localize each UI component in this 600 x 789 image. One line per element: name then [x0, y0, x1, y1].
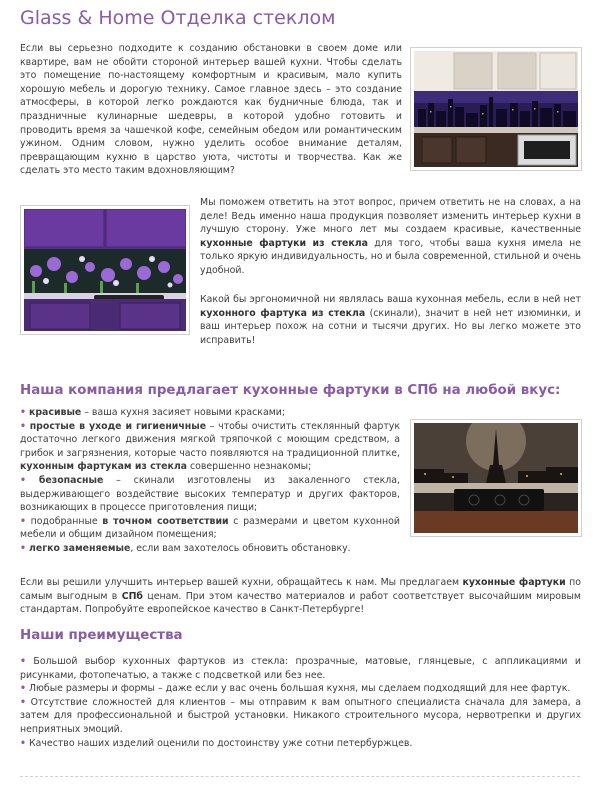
offer-item-easy-care — [20, 420, 400, 474]
advantage-item — [20, 737, 581, 751]
bullet-icon: • — [20, 737, 26, 749]
decide-text-2: по самым выгодным в — [20, 577, 581, 602]
advantage-item — [20, 696, 581, 737]
offer-item-safe — [20, 474, 400, 515]
page-title: Glass & Home Отделка стеклом — [20, 7, 336, 29]
offer-item-text: – ваша кухня засияет новыми красками; — [81, 407, 286, 418]
offer-item-bold: кухонным фартукам из стекла — [20, 461, 188, 473]
ergonomic-text-2: (скинали), значит в ней нет изюминки, и ваш интерьер похож на сотни и тысячи других. Но вы легко можете это исправить! — [200, 307, 581, 346]
help-bold-kitchen-aprons: кухонные фартуки из стекла — [200, 237, 368, 249]
decide-bold-aprons: кухонные фартуки — [462, 577, 566, 588]
offer-item-bold: простые в уходе и гигиеничные — [29, 420, 207, 432]
advantage-item-text: Качество наших изделий оценили по достоинству уже сотни петербуржцев. — [28, 737, 413, 749]
intro-paragraph: Если вы серьезно подходите к созданию обстановки в своем доме или квартире, вам не обойти стороной интерьер вашей кухни. Чтобы сделать это помещение по-настоящему комфортным и красивым, мало купить хорошую мебель и дорогую технику. Самое главное здесь – это создание атмосферы, в которой легко рождаются как будничные блюда, так и праздничные кулинарные шедевры, в которой удобно готовить и проводить время за чашечкой кофе, семейным обедом или романтическим ужином. Одним словом, нужно уделить особое внимание деталям, превращающим кухню в царство уюта, чистоты и творчества. Как же сделать это место таким вдохновляющим? — [20, 43, 402, 177]
decide-paragraph — [20, 576, 581, 617]
ergonomic-text-1: Какой бы эргономичной ни являлась ваша кухонная мебель, если в ней нет — [200, 294, 581, 305]
offer-item-matched — [20, 515, 400, 542]
decide-bold-spb: СПб — [121, 590, 143, 602]
advantage-item — [20, 655, 581, 682]
ergonomic-bold: кухонного фартука из стекла — [200, 307, 366, 319]
decide-text-3: ценам. При этом качество материалов и работ соответствует высочайшим мировым стандартам. Попробуйте европейское качество в Санкт-Петербурге! — [20, 590, 581, 616]
offer-item-bold: в точном соответствии — [102, 515, 229, 527]
offer-item-replaceable — [20, 542, 400, 556]
kitchen-city-image — [410, 47, 582, 171]
offer-item-text: – чтобы очистить стеклянный фартук достаточно легкого движения мягкой тряпочкой с моющим средством, а грибок и загрязнения, которые часто появляются на традиционной плитке, — [20, 420, 401, 459]
advantage-item-text: Отсутствие сложностей для клиентов – мы отправим к вам опытного специалиста сначала для замера, а затем для профессиональной и быстрой установки. Никакого строительного мусора, нервотрепки и других неприятных эмоций. — [20, 696, 581, 735]
advantages-list — [20, 655, 581, 750]
offer-heading: Наша компания предлагает кухонные фартуки в СПб на любой вкус: — [20, 383, 561, 398]
help-text-1: Мы поможем ответить на этот вопрос, причем ответить не на словах, а на деле! Ведь именно наша продукция позволяет изменить интерьер кухни в лучшую сторону. Уже много лет мы создаем красивые, качественные — [200, 197, 581, 236]
bullet-icon: • — [20, 474, 26, 486]
offer-item-bold: легко заменяемые — [28, 542, 131, 554]
offer-item-beautiful — [20, 406, 400, 420]
help-paragraph — [200, 196, 581, 278]
bottom-divider — [20, 776, 580, 777]
bullet-icon: • — [20, 515, 26, 527]
offer-item-bold: красивые — [28, 407, 82, 418]
bullet-icon: • — [20, 696, 26, 708]
offer-item-text: подобранные — [30, 515, 103, 527]
offer-list — [20, 406, 400, 556]
offer-item-text: с размерами и цветом кухонной мебели и общим дизайном помещения; — [20, 515, 401, 541]
paris-night-image — [410, 419, 582, 537]
advantage-item — [20, 682, 581, 696]
offer-item-bold: безопасные — [38, 474, 104, 486]
bullet-icon: • — [20, 656, 26, 667]
offer-item-text: совершенно незнакомы; — [187, 461, 312, 473]
bullet-icon: • — [20, 420, 26, 432]
bullet-icon: • — [20, 542, 26, 554]
ergonomic-paragraph — [200, 293, 581, 347]
purple-flowers-image — [20, 205, 190, 335]
offer-item-text: , если вам захотелось обновить обстановку. — [130, 542, 351, 554]
bullet-icon: • — [20, 683, 26, 695]
help-text-2: для того, чтобы ваша кухня имела не только яркую индивидуальность, но и была современной, стильной и очень удобной. — [200, 237, 582, 276]
decide-text-1: Если вы решили улучшить интерьер вашей кухни, обращайтесь к нам. Мы предлагаем — [20, 577, 463, 588]
advantages-heading: Наши преимущества — [20, 628, 183, 643]
bullet-icon: • — [20, 407, 26, 418]
offer-item-text: – скинали изготовлены из закаленного стекла, выдерживающего воздействие высоких температур и других факторов, возникающих в процессе приготовления пищи; — [20, 474, 400, 514]
advantage-item-text: Любые размеры и формы – даже если у вас очень большая кухня, мы сделаем подходящий для нее фартук. — [28, 683, 571, 695]
advantage-item-text: Большой выбор кухонных фартуков из стекла: прозрачные, матовые, глянцевые, с аппликациями и рисунками, фотопечатью, а также с подсветкой или без нее. — [20, 656, 581, 681]
